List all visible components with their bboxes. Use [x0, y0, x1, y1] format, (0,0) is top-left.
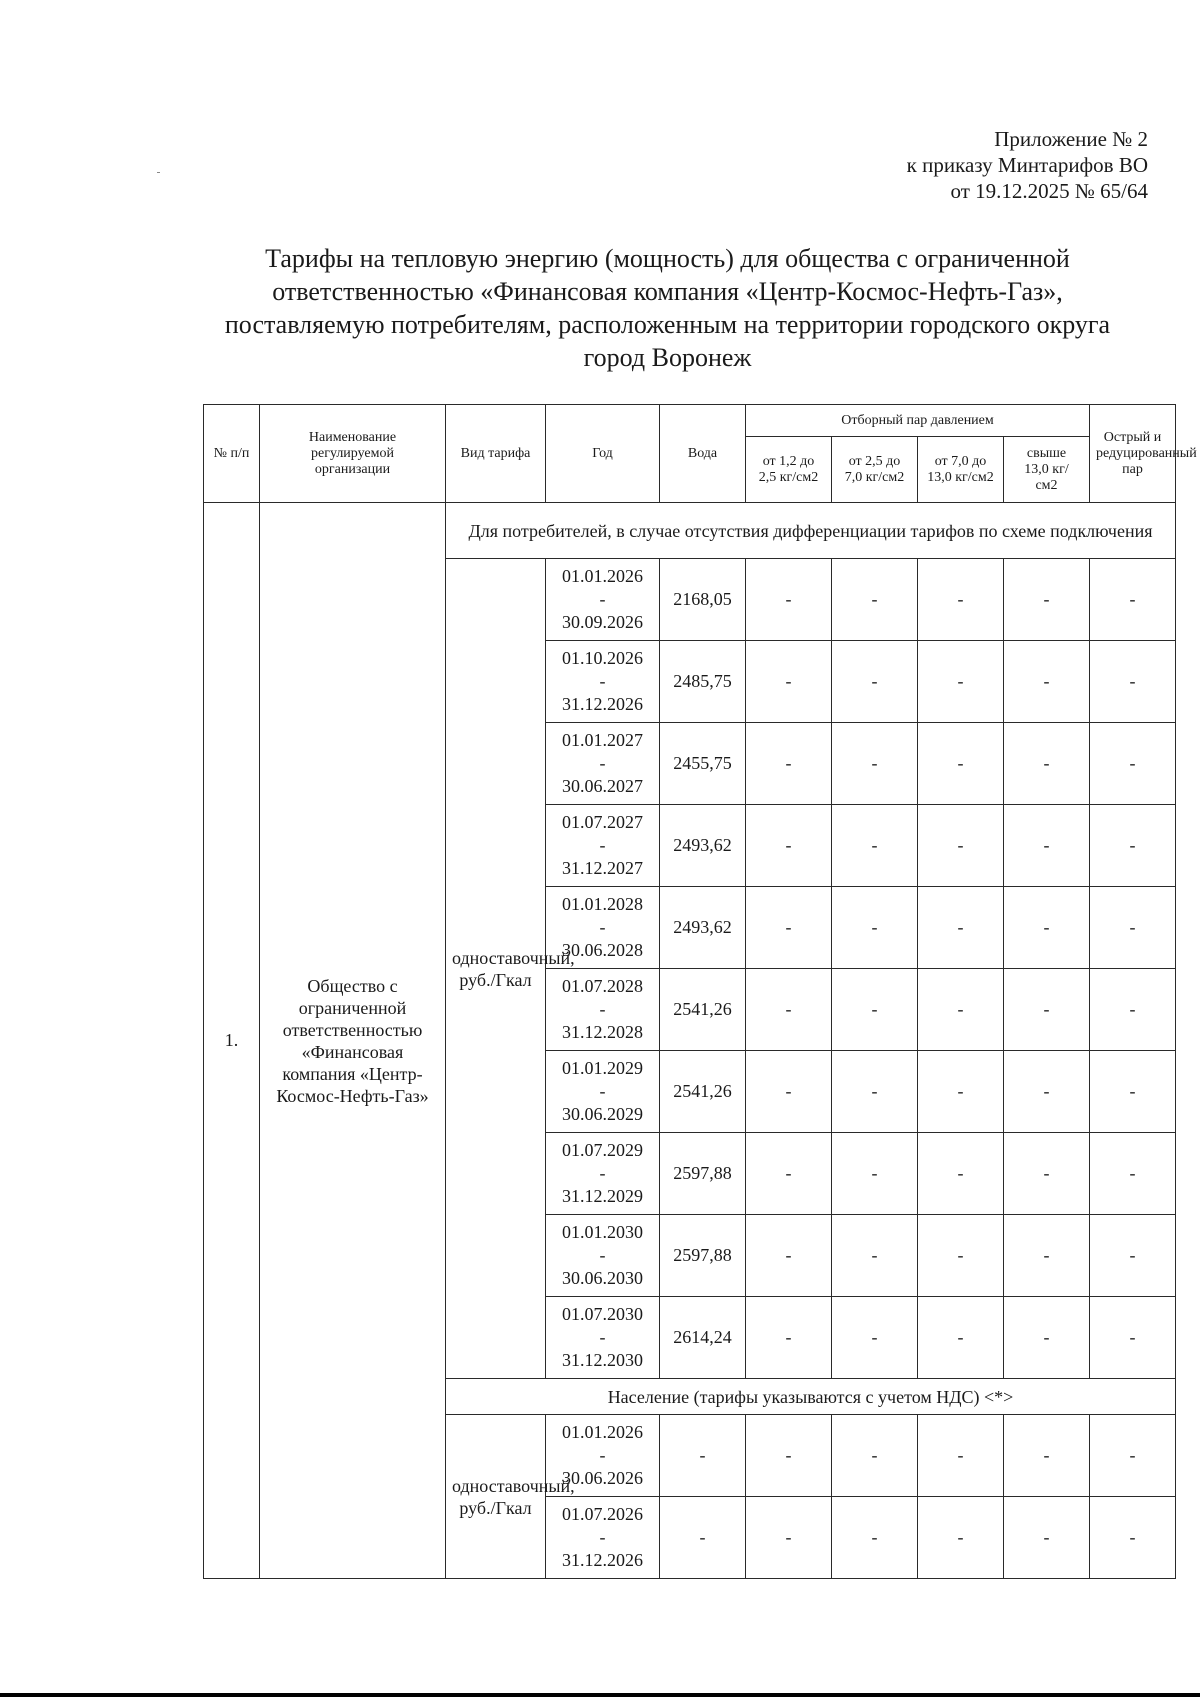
steam-tariff-2: - [832, 1415, 918, 1497]
period-cell [546, 1497, 660, 1579]
steam-tariff-4: - [1004, 1215, 1090, 1297]
header-org: Наименование регулируемой организации [260, 405, 446, 503]
period-sep: - [599, 1245, 606, 1265]
water-tariff: 2597,88 [660, 1215, 746, 1297]
period-from: 01.07.2030 [562, 1304, 643, 1324]
tariff-table [203, 404, 1197, 1579]
period-sep: - [599, 671, 606, 691]
steam-tariff-1: - [746, 887, 832, 969]
steam-tariff-3: - [918, 1297, 1004, 1379]
steam-tariff-3: - [918, 1215, 1004, 1297]
water-tariff: 2541,26 [660, 1051, 746, 1133]
steam-tariff-4: - [1004, 1133, 1090, 1215]
period-from: 01.01.2026 [562, 566, 643, 586]
steam-tariff-3: - [918, 1415, 1004, 1497]
steam-tariff-2: - [832, 805, 918, 887]
steam-tariff-2: - [832, 1215, 918, 1297]
steam-tariff-1: - [746, 1215, 832, 1297]
period-cell [546, 641, 660, 723]
period-to: 31.12.2026 [562, 1550, 643, 1570]
steam-tariff-4: - [1004, 1497, 1090, 1579]
section-title-population: Население (тарифы указываются с учетом НДС) <*> [446, 1379, 1176, 1415]
period-cell [546, 1051, 660, 1133]
header-year: Год [546, 405, 660, 503]
tariff-kind: одноставочный, руб./Гкал [446, 1415, 546, 1579]
period-cell [546, 1415, 660, 1497]
steam-tariff-4: - [1004, 1051, 1090, 1133]
water-tariff: 2168,05 [660, 559, 746, 641]
steam-tariff-3: - [918, 1133, 1004, 1215]
steam-tariff-4: - [1004, 559, 1090, 641]
sharp-steam-tariff: - [1090, 1297, 1176, 1379]
period-to: 31.12.2029 [562, 1186, 643, 1206]
period-to: 30.09.2026 [562, 612, 643, 632]
sharp-steam-tariff: - [1090, 641, 1176, 723]
steam-tariff-2: - [832, 887, 918, 969]
water-tariff: - [660, 1497, 746, 1579]
steam-tariff-1: - [746, 1415, 832, 1497]
period-from: 01.01.2030 [562, 1222, 643, 1242]
steam-tariff-4: - [1004, 641, 1090, 723]
steam-tariff-3: - [918, 723, 1004, 805]
steam-tariff-3: - [918, 1051, 1004, 1133]
period-from: 01.07.2028 [562, 976, 643, 996]
steam-tariff-4: - [1004, 723, 1090, 805]
steam-tariff-4: - [1004, 1297, 1090, 1379]
water-tariff: 2493,62 [660, 805, 746, 887]
sharp-steam-tariff: - [1090, 1051, 1176, 1133]
water-tariff: 2614,24 [660, 1297, 746, 1379]
steam-tariff-1: - [746, 1051, 832, 1133]
period-sep: - [599, 917, 606, 937]
period-sep: - [599, 753, 606, 773]
page-bottom-border [0, 1693, 1200, 1697]
tariff-kind: одноставочный, руб./Гкал [446, 559, 546, 1379]
steam-tariff-3: - [918, 887, 1004, 969]
steam-tariff-2: - [832, 641, 918, 723]
steam-tariff-2: - [832, 723, 918, 805]
period-from: 01.01.2028 [562, 894, 643, 914]
appendix-line-2: к приказу Минтарифов ВО [906, 153, 1148, 177]
sharp-steam-tariff: - [1090, 1497, 1176, 1579]
period-to: 30.06.2029 [562, 1104, 643, 1124]
period-from: 01.07.2027 [562, 812, 643, 832]
header-steam-3: от 7,0 до 13,0 кг/см2 [918, 437, 1004, 503]
header-steam-2: от 2,5 до 7,0 кг/см2 [832, 437, 918, 503]
period-to: 31.12.2030 [562, 1350, 643, 1370]
steam-tariff-1: - [746, 1497, 832, 1579]
sharp-steam-tariff: - [1090, 805, 1176, 887]
period-sep: - [599, 1081, 606, 1101]
sharp-steam-tariff: - [1090, 887, 1176, 969]
period-sep: - [599, 1327, 606, 1347]
period-cell [546, 805, 660, 887]
steam-tariff-3: - [918, 559, 1004, 641]
appendix-line-3: от 19.12.2025 № 65/64 [950, 179, 1148, 203]
header-sharp-steam: Острый и редуцированный пар [1090, 405, 1176, 503]
period-cell [546, 969, 660, 1051]
period-cell [546, 1297, 660, 1379]
period-from: 01.07.2026 [562, 1504, 643, 1524]
period-sep: - [599, 835, 606, 855]
steam-tariff-2: - [832, 1133, 918, 1215]
period-cell [546, 1215, 660, 1297]
steam-tariff-2: - [832, 1051, 918, 1133]
period-from: 01.01.2027 [562, 730, 643, 750]
header-water: Вода [660, 405, 746, 503]
water-tariff: 2493,62 [660, 887, 746, 969]
organization-name: Общество с ограниченной ответственностью «Финансовая компания «Центр-Космос-Нефть-Газ» [260, 503, 446, 1579]
steam-tariff-1: - [746, 723, 832, 805]
sharp-steam-tariff: - [1090, 559, 1176, 641]
steam-tariff-2: - [832, 969, 918, 1051]
appendix-line-1: Приложение № 2 [994, 127, 1148, 151]
steam-tariff-1: - [746, 969, 832, 1051]
steam-tariff-3: - [918, 805, 1004, 887]
period-sep: - [599, 1445, 606, 1465]
steam-tariff-4: - [1004, 887, 1090, 969]
water-tariff: - [660, 1415, 746, 1497]
sharp-steam-tariff: - [1090, 1415, 1176, 1497]
period-from: 01.01.2026 [562, 1422, 643, 1442]
steam-tariff-1: - [746, 805, 832, 887]
steam-tariff-1: - [746, 1133, 832, 1215]
period-cell [546, 1133, 660, 1215]
scan-speck [157, 172, 160, 173]
steam-tariff-4: - [1004, 969, 1090, 1051]
header-steam-group: Отборный пар давлением [746, 405, 1090, 437]
period-to: 30.06.2030 [562, 1268, 643, 1288]
period-cell [546, 559, 660, 641]
water-tariff: 2541,26 [660, 969, 746, 1051]
period-to: 31.12.2026 [562, 694, 643, 714]
steam-tariff-4: - [1004, 1415, 1090, 1497]
period-cell [546, 887, 660, 969]
period-sep: - [599, 1527, 606, 1547]
steam-tariff-3: - [918, 969, 1004, 1051]
sharp-steam-tariff: - [1090, 723, 1176, 805]
period-sep: - [599, 999, 606, 1019]
period-to: 31.12.2028 [562, 1022, 643, 1042]
document-title: Тарифы на тепловую энергию (мощность) для общества с ограниченной ответственностью «Финансовая компания «Центр-Космос-Нефть-Газ», поставляемую потребителям, расположенным на территории городского округа город Воронеж [224, 244, 1111, 372]
header-num: № п/п [204, 405, 260, 503]
sharp-steam-tariff: - [1090, 1215, 1176, 1297]
steam-tariff-3: - [918, 641, 1004, 723]
steam-tariff-2: - [832, 559, 918, 641]
row-number: 1. [204, 503, 260, 1579]
appendix-header [907, 126, 1148, 204]
water-tariff: 2455,75 [660, 723, 746, 805]
steam-tariff-4: - [1004, 805, 1090, 887]
header-steam-4: свыше 13,0 кг/см2 [1004, 437, 1090, 503]
period-cell [546, 723, 660, 805]
steam-tariff-1: - [746, 559, 832, 641]
period-to: 30.06.2026 [562, 1468, 643, 1488]
steam-tariff-1: - [746, 641, 832, 723]
period-to: 30.06.2027 [562, 776, 643, 796]
steam-tariff-1: - [746, 1297, 832, 1379]
period-to: 31.12.2027 [562, 858, 643, 878]
section-title-consumers: Для потребителей, в случае отсутствия дифференциации тарифов по схеме подключения [446, 503, 1176, 559]
steam-tariff-2: - [832, 1297, 918, 1379]
water-tariff: 2597,88 [660, 1133, 746, 1215]
sharp-steam-tariff: - [1090, 1133, 1176, 1215]
period-sep: - [599, 589, 606, 609]
period-from: 01.07.2029 [562, 1140, 643, 1160]
header-kind: Вид тарифа [446, 405, 546, 503]
tariff-body [204, 503, 1176, 1579]
water-tariff: 2485,75 [660, 641, 746, 723]
steam-tariff-3: - [918, 1497, 1004, 1579]
header-steam-1: от 1,2 до 2,5 кг/см2 [746, 437, 832, 503]
period-from: 01.10.2026 [562, 648, 643, 668]
period-from: 01.01.2029 [562, 1058, 643, 1078]
period-to: 30.06.2028 [562, 940, 643, 960]
period-sep: - [599, 1163, 606, 1183]
sharp-steam-tariff: - [1090, 969, 1176, 1051]
steam-tariff-2: - [832, 1497, 918, 1579]
